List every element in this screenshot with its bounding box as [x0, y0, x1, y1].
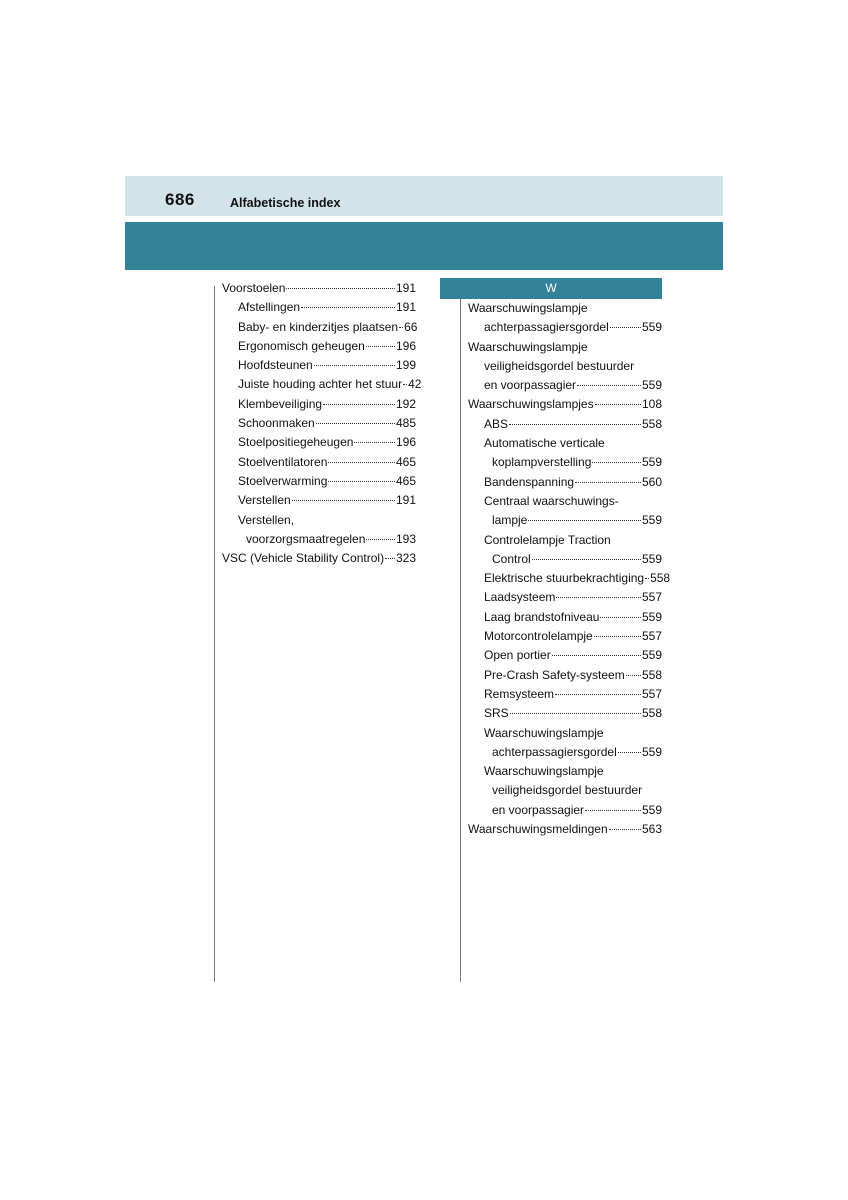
dot-leader: [645, 578, 649, 579]
index-entry: [468, 357, 662, 376]
index-entry-text: ABS: [484, 416, 509, 431]
letter-heading-w: W: [440, 278, 662, 299]
index-entry: [222, 356, 416, 375]
index-entry: [222, 298, 416, 317]
dot-leader: [552, 655, 641, 656]
index-entry-page: 323: [395, 551, 416, 566]
dot-leader: [366, 346, 395, 347]
index-entry: [468, 550, 662, 569]
dot-leader: [399, 327, 403, 328]
index-entry: [222, 491, 416, 510]
index-entry-text: Bandenspanning: [484, 474, 575, 489]
header-band-light: [125, 176, 723, 216]
index-entry: [468, 395, 662, 414]
page-number: 686: [165, 190, 195, 209]
index-entry-text: Automatische verticale: [484, 436, 605, 451]
index-entry-text: Schoonmaken: [238, 416, 315, 431]
index-entry-text: SRS: [484, 706, 509, 721]
index-entry-page: 559: [641, 648, 662, 663]
index-entry-text: Control: [492, 551, 531, 566]
index-entry: [468, 376, 662, 395]
index-entry-page: 485: [395, 416, 416, 431]
index-entry-page: 559: [641, 455, 662, 470]
index-entry-text: Laag brandstofniveau: [484, 609, 600, 624]
index-entry-page: 465: [395, 473, 416, 488]
index-entry-page: 557: [641, 629, 662, 644]
index-entry-text: Waarschuwingsmeldingen: [468, 822, 608, 837]
dot-leader: [610, 327, 641, 328]
dot-leader: [577, 385, 641, 386]
index-entry-page: 558: [641, 416, 662, 431]
dot-leader: [286, 288, 395, 289]
index-entry: [468, 704, 662, 723]
index-entry-text: Afstellingen: [238, 300, 301, 315]
index-entry-text: Open portier: [484, 648, 551, 663]
index-entry-text: achterpassagiersgordel: [484, 320, 609, 335]
index-entry-text: koplampverstelling: [492, 455, 592, 470]
index-entry-text: Pre-Crash Safety-systeem: [484, 667, 625, 682]
index-entry: [468, 646, 662, 665]
header-band-dark: [125, 222, 723, 270]
index-entry-page: 557: [641, 686, 662, 701]
index-entry-text: Stoelventilatoren: [238, 454, 328, 469]
index-entry: [468, 801, 662, 820]
index-entry-page: 196: [395, 435, 416, 450]
index-entry: [468, 724, 662, 743]
index-entry: [468, 627, 662, 646]
index-entry-page: 193: [395, 531, 416, 546]
index-column-right: [468, 299, 671, 839]
index-entry-page: 108: [641, 397, 662, 412]
index-entry-page: 191: [395, 300, 416, 315]
index-entry-text: lampje: [492, 513, 528, 528]
index-entry-text: Stoelverwarming: [238, 473, 328, 488]
index-entry-text: Remsysteem: [484, 686, 555, 701]
dot-leader: [292, 500, 395, 501]
index-entry: [468, 743, 662, 762]
index-entry-text: en voorpassagier: [484, 378, 577, 393]
dot-leader: [314, 365, 395, 366]
dot-leader: [600, 617, 641, 618]
index-entry-text: en voorpassagier: [492, 802, 585, 817]
index-entry-text: Waarschuwingslampje: [468, 339, 588, 354]
index-entry-text: Baby- en kinderzitjes plaatsen: [238, 319, 399, 334]
index-entry: [222, 318, 416, 337]
dot-leader: [595, 404, 641, 405]
index-entry: [468, 318, 662, 337]
dot-leader: [301, 307, 395, 308]
dot-leader: [510, 713, 641, 714]
index-entry: [222, 453, 416, 472]
index-entry-page: 558: [641, 706, 662, 721]
index-entry-page: 42: [408, 377, 422, 392]
index-entry-text: Laadsysteem: [484, 590, 556, 605]
index-entry: [468, 762, 662, 781]
index-entry-page: 560: [641, 474, 662, 489]
dot-leader: [328, 481, 395, 482]
dot-leader: [594, 636, 641, 637]
dot-leader: [528, 520, 641, 521]
dot-leader: [609, 829, 641, 830]
index-entry-text: Verstellen,: [238, 512, 295, 527]
index-entry-text: Waarschuwingslampjes: [468, 397, 594, 412]
dot-leader: [354, 442, 395, 443]
index-entry: [468, 299, 662, 318]
section-title: Alfabetische index: [230, 196, 341, 210]
dot-leader: [323, 404, 395, 405]
index-entry-text: Centraal waarschuwings-: [484, 493, 619, 508]
index-entry: [468, 473, 662, 492]
dot-leader: [403, 384, 407, 385]
index-entry: [468, 511, 662, 530]
dot-leader: [618, 752, 641, 753]
index-entry-text: voorzorgsmaatregelen: [246, 531, 366, 546]
index-entry-page: 192: [395, 396, 416, 411]
index-entry-page: 558: [641, 667, 662, 682]
dot-leader: [626, 675, 641, 676]
index-entry: [222, 279, 416, 298]
index-entry-page: 199: [395, 358, 416, 373]
index-entry: [222, 337, 416, 356]
index-entry-text: veiligheidsgordel bestuurder: [484, 358, 635, 373]
index-entry-page: 196: [395, 338, 416, 353]
index-entry-page: 563: [641, 822, 662, 837]
index-entry-page: 559: [641, 513, 662, 528]
dot-leader: [555, 694, 641, 695]
index-entry: [468, 666, 662, 685]
index-entry-page: 558: [650, 571, 671, 586]
index-entry: [468, 781, 662, 800]
index-entry-text: Waarschuwingslampje: [468, 301, 588, 315]
dot-leader: [592, 462, 641, 463]
index-entry-page: 557: [641, 590, 662, 605]
index-entry: [468, 685, 662, 704]
index-entry-text: VSC (Vehicle Stability Control): [222, 551, 385, 566]
index-entry: [468, 338, 662, 357]
index-entry-page: 559: [641, 551, 662, 566]
column-divider-left: [214, 286, 215, 982]
index-entry-page: 559: [641, 609, 662, 624]
column-divider-right: [460, 286, 461, 982]
index-entry-page: 559: [641, 802, 662, 817]
index-entry-text: Controlelampje Traction: [484, 532, 611, 547]
index-entry-text: Juiste houding achter het stuur: [238, 377, 403, 392]
index-entry: [222, 472, 416, 491]
index-entry-page: 559: [641, 378, 662, 393]
index-entry: [468, 608, 662, 627]
index-entry-text: achterpassagiersgordel: [492, 744, 617, 759]
dot-leader: [585, 810, 641, 811]
index-entry: [468, 434, 662, 453]
index-entry: [468, 531, 662, 550]
index-entry-text: Waarschuwingslampje: [484, 764, 604, 779]
index-entry: [222, 395, 416, 414]
index-entry: [222, 433, 416, 452]
index-entry: [222, 414, 416, 433]
index-column-left: [222, 279, 422, 568]
index-entry-text: Klembeveiliging: [238, 396, 323, 411]
index-entry-page: 191: [395, 281, 416, 295]
index-entry-page: 559: [641, 320, 662, 335]
index-entry-text: Ergonomisch geheugen: [238, 338, 365, 353]
dot-leader: [575, 482, 641, 483]
index-entry-text: Waarschuwingslampje: [484, 725, 604, 740]
dot-leader: [328, 462, 395, 463]
index-entry-text: Elektrische stuurbekrachtiging: [484, 571, 645, 586]
index-entry: [222, 375, 422, 394]
index-entry-text: veiligheidsgordel bestuurder: [492, 783, 643, 798]
index-entry-text: Voorstoelen: [222, 281, 286, 295]
index-entry-page: 191: [395, 493, 416, 508]
index-entry-text: Hoofdsteunen: [238, 358, 313, 373]
dot-leader: [385, 558, 395, 559]
dot-leader: [316, 423, 395, 424]
index-entry-text: Verstellen: [238, 493, 291, 508]
dot-leader: [509, 424, 641, 425]
index-entry-text: Motorcontrolelampje: [484, 629, 593, 644]
dot-leader: [556, 597, 641, 598]
index-entry-page: 559: [641, 744, 662, 759]
dot-leader: [532, 559, 641, 560]
index-entry-text: Stoelpositiegeheugen: [238, 435, 354, 450]
dot-leader: [366, 539, 395, 540]
index-entry: [468, 492, 662, 511]
index-entry-page: 66: [404, 319, 418, 334]
index-entry: [468, 820, 662, 839]
index-entry: [468, 569, 671, 588]
index-entry: [222, 511, 416, 530]
index-entry: [468, 588, 662, 607]
index-entry: [468, 453, 662, 472]
index-entry-page: 465: [395, 454, 416, 469]
index-entry: [222, 549, 416, 568]
index-entry: [222, 530, 416, 549]
index-entry: [468, 415, 662, 434]
